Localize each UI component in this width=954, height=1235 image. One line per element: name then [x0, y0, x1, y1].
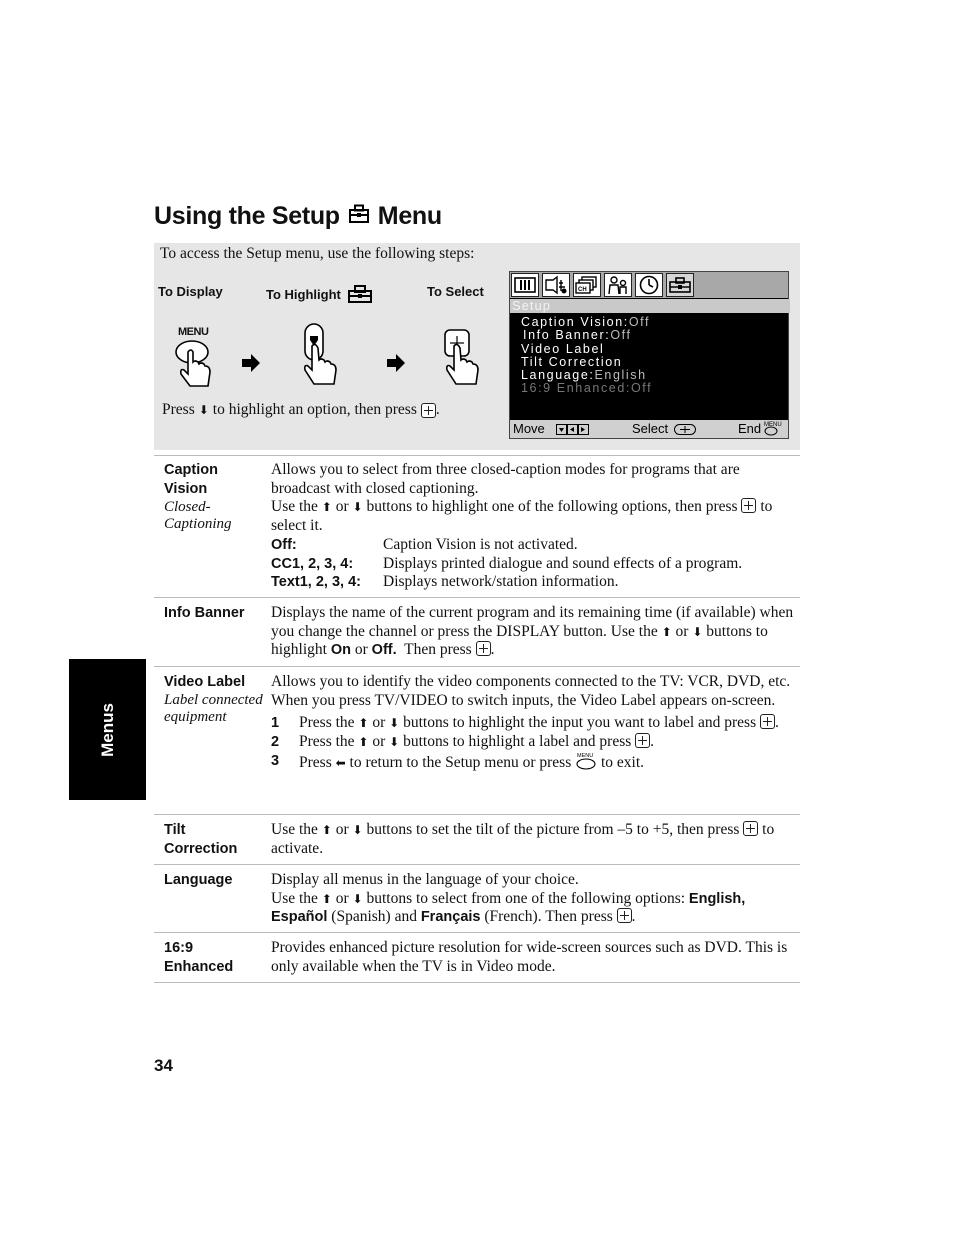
menu-icon-bar	[510, 272, 788, 298]
osd-header: Setup	[510, 299, 790, 313]
down-arrow-icon: ⬇	[352, 500, 363, 515]
osd-item-list	[521, 316, 652, 396]
desc-video-label: Allows you to identify the video components connected to the TV: VCR, DVD, etc. When you press TV/VIDEO to switch inputs, the Video Label appears on-screen. 1 Press the ⬆ or ⬇ buttons to highlight the input you want to label and press . 2 Press the ⬆ or ⬇ buttons to highlight a label and press . 3 Press ⬅ to return to the Setup menu or press MENU to exit.	[271, 673, 797, 773]
step-label-highlight: To Highlight	[266, 286, 341, 302]
up-arrow-icon: ⬆	[358, 716, 369, 731]
step-item: 2 Press the ⬆ or ⬇ buttons to highlight a label and press .	[271, 733, 655, 751]
footer-select: Select	[632, 421, 669, 436]
left-arrow-icon: ⬅	[335, 755, 346, 770]
term-info-banner: Info Banner	[164, 605, 245, 621]
intro-text: To access the Setup menu, use the following steps:	[160, 245, 475, 262]
svg-text:MENU: MENU	[577, 752, 594, 759]
divider	[154, 455, 800, 456]
down-arrow-icon: ⬇	[352, 891, 363, 906]
section-side-tab	[69, 659, 146, 800]
option-row: Text1, 2, 3, 4: Displays network/station information.	[271, 573, 619, 591]
step-item: 3 Press ⬅ to return to the Setup menu or press MENU to exit.	[271, 752, 645, 771]
divider	[154, 982, 800, 983]
select-button-icon	[617, 908, 632, 923]
press-instruction	[162, 401, 440, 419]
title-text-2: Menu	[377, 202, 442, 230]
up-arrow-icon: ⬆	[321, 500, 332, 515]
svg-text:CH: CH	[578, 287, 587, 293]
select-button-icon	[421, 403, 436, 418]
step-label-display: To Display	[158, 284, 223, 299]
desc-16-9-enhanced: Provides enhanced picture resolution for wide-screen sources such as DVD. This is only available when the TV is in Video mode.	[271, 939, 788, 975]
press-text-2: to highlight an option, then press	[212, 401, 417, 418]
step-label-select: To Select	[427, 284, 484, 299]
title-text-1: Using the Setup	[154, 202, 340, 230]
osd-footer	[510, 420, 788, 438]
down-arrow-icon: ⬇	[352, 823, 363, 837]
up-arrow-icon: ⬆	[321, 891, 332, 906]
menu-button-icon	[764, 426, 778, 436]
channel-icon[interactable]	[573, 273, 601, 297]
arrow-right-icon	[385, 353, 407, 373]
osd-item[interactable]: Tilt Correction	[521, 354, 623, 369]
desc-tilt-correction: Use the ⬆ or ⬇ buttons to set the tilt of the picture from –5 to +5, then press to activate.	[271, 821, 775, 857]
setup-menu-screen	[509, 271, 789, 439]
footer-move: Move	[513, 421, 545, 436]
parent-icon[interactable]	[604, 273, 632, 297]
divider	[154, 814, 800, 815]
desc-caption-vision: Allows you to select from three closed-caption modes for programs that are broadcast with closed captioning. Use the ⬆ or ⬇ buttons to highlight one of the following options, then press to select it. Off: Caption Vision is not activated. CC1, 2, 3, 4: Displays printed dialogue and sound effects of a program. Text1, 2, 3, 4: Displays network/station information.	[271, 461, 797, 592]
footer-end: End	[738, 421, 762, 436]
osd-item[interactable]: Caption Vision:Off	[521, 315, 651, 329]
select-button-icon	[635, 733, 650, 748]
down-arrow-icon: ⬇	[389, 716, 400, 731]
divider	[154, 666, 800, 667]
press-text-1: Press	[162, 401, 195, 418]
page-number: 34	[154, 1056, 173, 1075]
press-text-3: .	[435, 401, 440, 418]
divider	[154, 864, 800, 865]
menu-button-icon	[575, 752, 597, 770]
move-arrows-icon	[556, 424, 590, 435]
side-tab-label: Menus	[97, 702, 117, 757]
term-video-label: Video Label Label connected equipment	[164, 674, 263, 725]
term-language: Language	[164, 872, 233, 888]
menu-button-label: MENU	[178, 326, 209, 338]
footer-menu-label: MENU	[764, 422, 782, 428]
osd-item[interactable]: Video Label	[521, 341, 605, 356]
up-arrow-icon: ⬆	[321, 823, 332, 837]
down-arrow-icon: ⬇	[389, 735, 400, 750]
down-arrow-icon: ⬇	[198, 403, 209, 417]
osd-item[interactable]: 16:9 Enhanced:Off	[521, 381, 653, 396]
step-label-highlight-wrap	[266, 284, 374, 304]
divider	[154, 597, 800, 598]
down-arrow-icon: ⬇	[692, 624, 703, 639]
up-arrow-icon: ⬆	[661, 624, 672, 639]
up-arrow-icon: ⬆	[358, 735, 369, 750]
term-16-9-enhanced: 16:9 Enhanced	[164, 940, 234, 975]
hand-press-menu-icon	[174, 338, 216, 388]
term-tilt-correction: Tilt Correction	[164, 822, 238, 857]
select-button-icon	[674, 424, 696, 435]
select-button-icon	[476, 641, 491, 656]
desc-info-banner: Displays the name of the current program and its remaining time (if available) when you change the channel or press the DISPLAY button. Use the ⬆ or ⬇ buttons to highlight On or Off. Then press .	[271, 604, 794, 659]
audio-icon[interactable]	[542, 273, 570, 297]
option-row: Off: Caption Vision is not activated.	[271, 535, 578, 553]
video-icon[interactable]	[511, 273, 539, 297]
divider	[154, 932, 800, 933]
page-title	[154, 202, 442, 231]
arrow-right-icon	[240, 353, 262, 373]
select-button-icon	[743, 821, 758, 836]
osd-item[interactable]: Language:English	[521, 368, 647, 383]
step-item: 1 Press the ⬆ or ⬇ buttons to highlight the input you want to label and press .	[271, 714, 779, 732]
timer-icon[interactable]	[635, 273, 663, 297]
term-caption-vision: Caption Vision Closed-Captioning	[164, 462, 232, 532]
setup-toolbox-icon	[348, 202, 370, 231]
option-row: CC1, 2, 3, 4: Displays printed dialogue and sound effects of a program.	[271, 554, 743, 572]
osd-item[interactable]: Info Banner:Off	[523, 328, 632, 343]
setup-icon[interactable]	[666, 273, 694, 297]
select-button-icon	[760, 714, 775, 729]
hand-press-down-icon	[300, 322, 342, 388]
select-button-icon	[741, 498, 756, 513]
setup-toolbox-icon	[346, 284, 374, 304]
desc-language: Display all menus in the language of your choice. Use the ⬆ or ⬇ buttons to select from one of the following options: English, Español (Spanish) and Français (French). Then press .	[271, 871, 746, 926]
hand-press-select-icon	[440, 328, 484, 388]
